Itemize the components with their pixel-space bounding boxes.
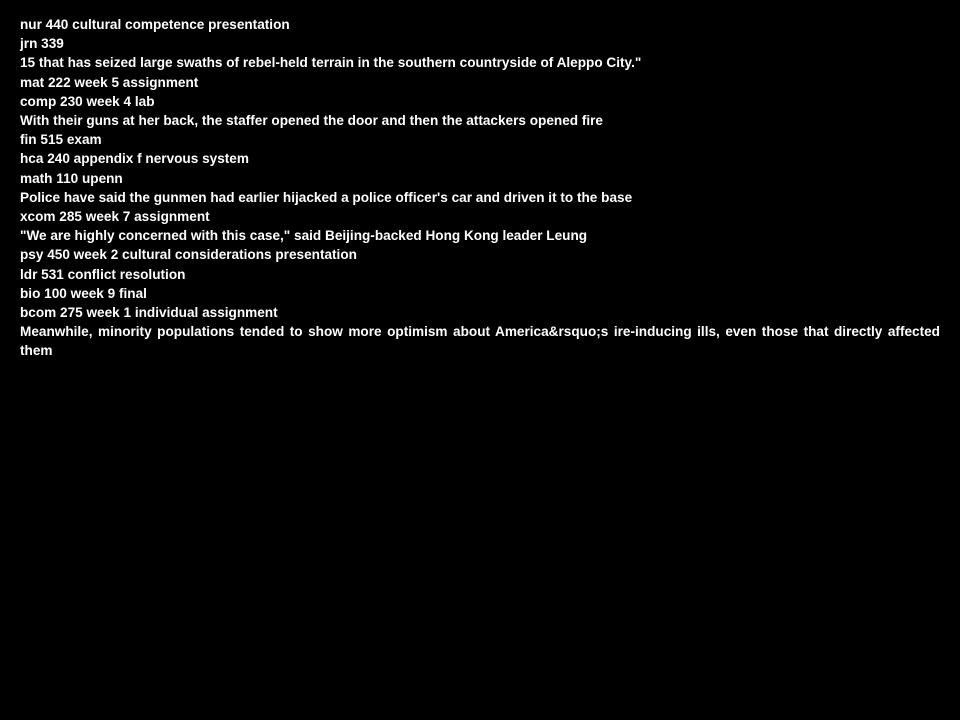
text-line: With their guns at her back, the staffer opened the door and then the attackers opened fire bbox=[20, 113, 603, 129]
text-line: nur 440 cultural competence presentation bbox=[20, 17, 290, 32]
text-line: math 110 upenn bbox=[20, 170, 123, 186]
text-block bbox=[20, 15, 940, 361]
text-line: ldr 531 conflict resolution bbox=[20, 266, 186, 282]
text-line: Police have said the gunmen had earlier hijacked a police officer's car and driven it to the base bbox=[20, 189, 633, 205]
text-line: comp 230 week 4 lab bbox=[20, 93, 155, 109]
text-line: jrn 339 bbox=[20, 36, 64, 52]
text-line: bio 100 week 9 final bbox=[20, 285, 147, 301]
text-line: fin 515 exam bbox=[20, 132, 102, 148]
text-line: mat 222 week 5 assignment bbox=[20, 74, 199, 90]
text-line: Meanwhile, minority populations tended to show more optimism about America&rsquo;s ire-inducing ills, even those that directly affected them bbox=[20, 324, 940, 359]
text-line: psy 450 week 2 cultural considerations presentation bbox=[20, 247, 357, 263]
text-line: xcom 285 week 7 assignment bbox=[20, 209, 210, 225]
text-line: bcom 275 week 1 individual assignment bbox=[20, 305, 278, 321]
text-line: 15 that has seized large swaths of rebel-held terrain in the southern countryside of Aleppo City." bbox=[20, 55, 642, 71]
text-line: "We are highly concerned with this case," said Beijing-backed Hong Kong leader Leung bbox=[20, 228, 588, 244]
text-line: hca 240 appendix f nervous system bbox=[20, 151, 249, 167]
